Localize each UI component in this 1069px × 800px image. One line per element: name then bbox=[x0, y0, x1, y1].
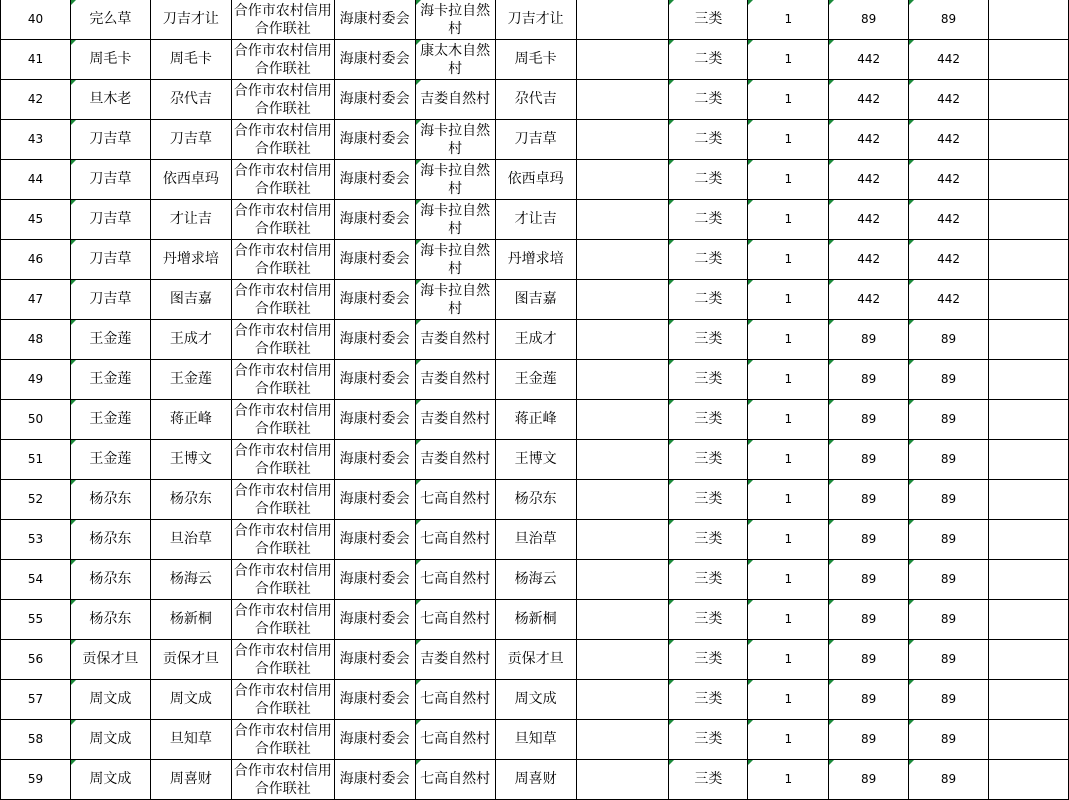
cell-bank-name[interactable]: 合作市农村信用合作联社 bbox=[231, 120, 334, 160]
cell-row-index[interactable]: 57 bbox=[1, 680, 71, 720]
cell-amount-a[interactable]: 442 bbox=[829, 80, 909, 120]
cell-empty[interactable] bbox=[989, 400, 1069, 440]
cell-village-committee[interactable]: 海康村委会 bbox=[334, 360, 415, 400]
cell-member-name[interactable]: 杨尕东 bbox=[150, 480, 231, 520]
cell-amount-a[interactable]: 89 bbox=[829, 520, 909, 560]
cell-empty[interactable] bbox=[989, 720, 1069, 760]
cell-blank-col[interactable] bbox=[576, 160, 669, 200]
cell-account-holder[interactable]: 才让吉 bbox=[495, 200, 576, 240]
cell-empty[interactable] bbox=[989, 600, 1069, 640]
cell-amount-b[interactable]: 89 bbox=[909, 640, 989, 680]
table-row bbox=[1, 640, 1069, 680]
cell-amount-a[interactable]: 89 bbox=[829, 760, 909, 800]
cell-row-index[interactable]: 49 bbox=[1, 360, 71, 400]
cell-amount-a[interactable]: 89 bbox=[829, 440, 909, 480]
cell-row-index[interactable]: 46 bbox=[1, 240, 71, 280]
cell-account-holder[interactable]: 周文成 bbox=[495, 680, 576, 720]
cell-row-index[interactable]: 51 bbox=[1, 440, 71, 480]
cell-village-committee[interactable]: 海康村委会 bbox=[334, 40, 415, 80]
table-row bbox=[1, 600, 1069, 640]
cell-category[interactable]: 二类 bbox=[669, 200, 748, 240]
cell-count[interactable]: 1 bbox=[748, 240, 829, 280]
table-row bbox=[1, 400, 1069, 440]
cell-category[interactable]: 三类 bbox=[669, 680, 748, 720]
cell-amount-b[interactable]: 442 bbox=[909, 240, 989, 280]
cell-amount-a[interactable]: 442 bbox=[829, 280, 909, 320]
cell-member-name[interactable]: 杨海云 bbox=[150, 560, 231, 600]
cell-row-index[interactable]: 42 bbox=[1, 80, 71, 120]
cell-member-name[interactable]: 贡保才旦 bbox=[150, 640, 231, 680]
cell-amount-b[interactable]: 442 bbox=[909, 280, 989, 320]
table-row bbox=[1, 760, 1069, 800]
cell-village-committee[interactable]: 海康村委会 bbox=[334, 400, 415, 440]
cell-empty[interactable] bbox=[989, 40, 1069, 80]
cell-natural-village[interactable]: 七高自然村 bbox=[415, 760, 495, 800]
cell-count[interactable]: 1 bbox=[748, 480, 829, 520]
cell-account-holder[interactable]: 王成才 bbox=[495, 320, 576, 360]
cell-natural-village[interactable]: 海卡拉自然村 bbox=[415, 160, 495, 200]
cell-bank-name[interactable]: 合作市农村信用合作联社 bbox=[231, 480, 334, 520]
cell-household-head[interactable]: 刀吉草 bbox=[70, 240, 150, 280]
cell-category[interactable]: 三类 bbox=[669, 760, 748, 800]
cell-account-holder[interactable]: 依西卓玛 bbox=[495, 160, 576, 200]
cell-member-name[interactable]: 王博文 bbox=[150, 440, 231, 480]
cell-amount-a[interactable]: 442 bbox=[829, 240, 909, 280]
cell-account-holder[interactable]: 杨尕东 bbox=[495, 480, 576, 520]
cell-blank-col[interactable] bbox=[576, 760, 669, 800]
cell-row-index[interactable]: 48 bbox=[1, 320, 71, 360]
cell-account-holder[interactable]: 旦知草 bbox=[495, 720, 576, 760]
cell-row-index[interactable]: 53 bbox=[1, 520, 71, 560]
cell-count[interactable]: 1 bbox=[748, 0, 829, 40]
cell-blank-col[interactable] bbox=[576, 560, 669, 600]
cell-member-name[interactable]: 蒋正峰 bbox=[150, 400, 231, 440]
cell-household-head[interactable]: 旦木老 bbox=[70, 80, 150, 120]
cell-account-holder[interactable]: 图吉嘉 bbox=[495, 280, 576, 320]
cell-blank-col[interactable] bbox=[576, 280, 669, 320]
cell-row-index[interactable]: 44 bbox=[1, 160, 71, 200]
cell-account-holder[interactable]: 刀吉草 bbox=[495, 120, 576, 160]
table-row bbox=[1, 160, 1069, 200]
cell-amount-a[interactable]: 442 bbox=[829, 120, 909, 160]
cell-household-head[interactable]: 杨尕东 bbox=[70, 520, 150, 560]
cell-amount-b[interactable]: 89 bbox=[909, 560, 989, 600]
cell-blank-col[interactable] bbox=[576, 320, 669, 360]
cell-account-holder[interactable]: 周毛卡 bbox=[495, 40, 576, 80]
cell-natural-village[interactable]: 吉娄自然村 bbox=[415, 80, 495, 120]
cell-empty[interactable] bbox=[989, 120, 1069, 160]
cell-household-head[interactable]: 王金莲 bbox=[70, 400, 150, 440]
cell-member-name[interactable]: 尕代吉 bbox=[150, 80, 231, 120]
cell-member-name[interactable]: 依西卓玛 bbox=[150, 160, 231, 200]
cell-member-name[interactable]: 王金莲 bbox=[150, 360, 231, 400]
cell-village-committee[interactable]: 海康村委会 bbox=[334, 0, 415, 40]
cell-village-committee[interactable]: 海康村委会 bbox=[334, 560, 415, 600]
cell-bank-name[interactable]: 合作市农村信用合作联社 bbox=[231, 520, 334, 560]
cell-member-name[interactable]: 周文成 bbox=[150, 680, 231, 720]
cell-amount-b[interactable]: 89 bbox=[909, 0, 989, 40]
cell-account-holder[interactable]: 尕代吉 bbox=[495, 80, 576, 120]
cell-amount-b[interactable]: 89 bbox=[909, 360, 989, 400]
cell-amount-a[interactable]: 89 bbox=[829, 640, 909, 680]
cell-member-name[interactable]: 王成才 bbox=[150, 320, 231, 360]
cell-natural-village[interactable]: 吉娄自然村 bbox=[415, 640, 495, 680]
cell-count[interactable]: 1 bbox=[748, 720, 829, 760]
table-row bbox=[1, 320, 1069, 360]
cell-amount-a[interactable]: 89 bbox=[829, 600, 909, 640]
cell-row-index[interactable]: 54 bbox=[1, 560, 71, 600]
cell-empty[interactable] bbox=[989, 200, 1069, 240]
cell-household-head[interactable]: 杨尕东 bbox=[70, 480, 150, 520]
cell-member-name[interactable]: 图吉嘉 bbox=[150, 280, 231, 320]
table-row bbox=[1, 0, 1069, 40]
cell-amount-b[interactable]: 89 bbox=[909, 320, 989, 360]
cell-category[interactable]: 三类 bbox=[669, 440, 748, 480]
cell-category[interactable]: 三类 bbox=[669, 640, 748, 680]
cell-empty[interactable] bbox=[989, 760, 1069, 800]
cell-account-holder[interactable]: 周喜财 bbox=[495, 760, 576, 800]
cell-empty[interactable] bbox=[989, 440, 1069, 480]
cell-household-head[interactable]: 杨尕东 bbox=[70, 560, 150, 600]
cell-count[interactable]: 1 bbox=[748, 680, 829, 720]
cell-amount-b[interactable]: 89 bbox=[909, 760, 989, 800]
cell-household-head[interactable]: 刀吉草 bbox=[70, 200, 150, 240]
cell-count[interactable]: 1 bbox=[748, 120, 829, 160]
cell-amount-b[interactable]: 89 bbox=[909, 520, 989, 560]
cell-count[interactable]: 1 bbox=[748, 600, 829, 640]
cell-row-index[interactable]: 47 bbox=[1, 280, 71, 320]
cell-household-head[interactable]: 周毛卡 bbox=[70, 40, 150, 80]
cell-count[interactable]: 1 bbox=[748, 400, 829, 440]
cell-empty[interactable] bbox=[989, 80, 1069, 120]
cell-bank-name[interactable]: 合作市农村信用合作联社 bbox=[231, 280, 334, 320]
cell-member-name[interactable]: 杨新桐 bbox=[150, 600, 231, 640]
cell-count[interactable]: 1 bbox=[748, 200, 829, 240]
cell-count[interactable]: 1 bbox=[748, 80, 829, 120]
cell-amount-a[interactable]: 89 bbox=[829, 0, 909, 40]
cell-count[interactable]: 1 bbox=[748, 280, 829, 320]
cell-village-committee[interactable]: 海康村委会 bbox=[334, 520, 415, 560]
cell-bank-name[interactable]: 合作市农村信用合作联社 bbox=[231, 720, 334, 760]
cell-natural-village[interactable]: 七高自然村 bbox=[415, 600, 495, 640]
cell-bank-name[interactable]: 合作市农村信用合作联社 bbox=[231, 560, 334, 600]
cell-natural-village[interactable]: 七高自然村 bbox=[415, 680, 495, 720]
cell-row-index[interactable]: 55 bbox=[1, 600, 71, 640]
table-row bbox=[1, 680, 1069, 720]
cell-count[interactable]: 1 bbox=[748, 640, 829, 680]
cell-amount-a[interactable]: 89 bbox=[829, 560, 909, 600]
cell-empty[interactable] bbox=[989, 160, 1069, 200]
table-row bbox=[1, 240, 1069, 280]
cell-category[interactable]: 三类 bbox=[669, 520, 748, 560]
cell-amount-b[interactable]: 89 bbox=[909, 680, 989, 720]
cell-household-head[interactable]: 贡保才旦 bbox=[70, 640, 150, 680]
cell-count[interactable]: 1 bbox=[748, 760, 829, 800]
cell-row-index[interactable]: 41 bbox=[1, 40, 71, 80]
cell-empty[interactable] bbox=[989, 640, 1069, 680]
cell-empty[interactable] bbox=[989, 320, 1069, 360]
table-row bbox=[1, 520, 1069, 560]
cell-blank-col[interactable] bbox=[576, 400, 669, 440]
cell-count[interactable]: 1 bbox=[748, 560, 829, 600]
cell-bank-name[interactable]: 合作市农村信用合作联社 bbox=[231, 760, 334, 800]
cell-member-name[interactable]: 才让吉 bbox=[150, 200, 231, 240]
cell-bank-name[interactable]: 合作市农村信用合作联社 bbox=[231, 40, 334, 80]
cell-blank-col[interactable] bbox=[576, 520, 669, 560]
cell-natural-village[interactable]: 海卡拉自然村 bbox=[415, 200, 495, 240]
cell-village-committee[interactable]: 海康村委会 bbox=[334, 680, 415, 720]
cell-blank-col[interactable] bbox=[576, 40, 669, 80]
cell-category[interactable]: 三类 bbox=[669, 720, 748, 760]
cell-amount-b[interactable]: 89 bbox=[909, 480, 989, 520]
cell-village-committee[interactable]: 海康村委会 bbox=[334, 240, 415, 280]
cell-count[interactable]: 1 bbox=[748, 320, 829, 360]
cell-household-head[interactable]: 刀吉草 bbox=[70, 160, 150, 200]
table-row bbox=[1, 560, 1069, 600]
cell-bank-name[interactable]: 合作市农村信用合作联社 bbox=[231, 680, 334, 720]
cell-row-index[interactable]: 43 bbox=[1, 120, 71, 160]
cell-member-name[interactable]: 周毛卡 bbox=[150, 40, 231, 80]
cell-empty[interactable] bbox=[989, 240, 1069, 280]
cell-account-holder[interactable]: 旦治草 bbox=[495, 520, 576, 560]
cell-empty[interactable] bbox=[989, 520, 1069, 560]
cell-category[interactable]: 三类 bbox=[669, 480, 748, 520]
cell-category[interactable]: 二类 bbox=[669, 80, 748, 120]
cell-empty[interactable] bbox=[989, 560, 1069, 600]
cell-empty[interactable] bbox=[989, 360, 1069, 400]
cell-natural-village[interactable]: 吉娄自然村 bbox=[415, 400, 495, 440]
cell-natural-village[interactable]: 海卡拉自然村 bbox=[415, 0, 495, 40]
cell-household-head[interactable]: 王金莲 bbox=[70, 440, 150, 480]
cell-natural-village[interactable]: 七高自然村 bbox=[415, 480, 495, 520]
table-row bbox=[1, 280, 1069, 320]
cell-household-head[interactable]: 周文成 bbox=[70, 720, 150, 760]
cell-count[interactable]: 1 bbox=[748, 360, 829, 400]
cell-member-name[interactable]: 旦治草 bbox=[150, 520, 231, 560]
cell-bank-name[interactable]: 合作市农村信用合作联社 bbox=[231, 320, 334, 360]
cell-amount-b[interactable]: 89 bbox=[909, 400, 989, 440]
cell-blank-col[interactable] bbox=[576, 360, 669, 400]
cell-category[interactable]: 二类 bbox=[669, 240, 748, 280]
cell-category[interactable]: 三类 bbox=[669, 320, 748, 360]
cell-village-committee[interactable]: 海康村委会 bbox=[334, 80, 415, 120]
cell-village-committee[interactable]: 海康村委会 bbox=[334, 120, 415, 160]
cell-natural-village[interactable]: 七高自然村 bbox=[415, 520, 495, 560]
cell-row-index[interactable]: 56 bbox=[1, 640, 71, 680]
cell-count[interactable]: 1 bbox=[748, 40, 829, 80]
cell-village-committee[interactable]: 海康村委会 bbox=[334, 160, 415, 200]
table-row bbox=[1, 40, 1069, 80]
cell-village-committee[interactable]: 海康村委会 bbox=[334, 760, 415, 800]
cell-bank-name[interactable]: 合作市农村信用合作联社 bbox=[231, 0, 334, 40]
cell-category[interactable]: 二类 bbox=[669, 120, 748, 160]
cell-household-head[interactable]: 王金莲 bbox=[70, 360, 150, 400]
cell-blank-col[interactable] bbox=[576, 200, 669, 240]
cell-empty[interactable] bbox=[989, 0, 1069, 40]
cell-natural-village[interactable]: 海卡拉自然村 bbox=[415, 240, 495, 280]
table-row bbox=[1, 360, 1069, 400]
cell-blank-col[interactable] bbox=[576, 120, 669, 160]
table-row bbox=[1, 200, 1069, 240]
table-row bbox=[1, 720, 1069, 760]
cell-member-name[interactable]: 旦知草 bbox=[150, 720, 231, 760]
cell-bank-name[interactable]: 合作市农村信用合作联社 bbox=[231, 600, 334, 640]
cell-row-index[interactable]: 59 bbox=[1, 760, 71, 800]
cell-row-index[interactable]: 40 bbox=[1, 0, 71, 40]
table-row bbox=[1, 120, 1069, 160]
cell-empty[interactable] bbox=[989, 680, 1069, 720]
cell-blank-col[interactable] bbox=[576, 240, 669, 280]
cell-village-committee[interactable]: 海康村委会 bbox=[334, 320, 415, 360]
cell-household-head[interactable]: 刀吉草 bbox=[70, 120, 150, 160]
cell-natural-village[interactable]: 海卡拉自然村 bbox=[415, 120, 495, 160]
cell-household-head[interactable]: 周文成 bbox=[70, 760, 150, 800]
cell-amount-b[interactable]: 442 bbox=[909, 40, 989, 80]
table-row bbox=[1, 480, 1069, 520]
cell-account-holder[interactable]: 王金莲 bbox=[495, 360, 576, 400]
cell-member-name[interactable]: 周喜财 bbox=[150, 760, 231, 800]
cell-blank-col[interactable] bbox=[576, 440, 669, 480]
cell-bank-name[interactable]: 合作市农村信用合作联社 bbox=[231, 440, 334, 480]
cell-amount-a[interactable]: 89 bbox=[829, 680, 909, 720]
cell-account-holder[interactable]: 蒋正峰 bbox=[495, 400, 576, 440]
cell-category[interactable]: 二类 bbox=[669, 280, 748, 320]
cell-natural-village[interactable]: 吉娄自然村 bbox=[415, 360, 495, 400]
cell-natural-village[interactable]: 七高自然村 bbox=[415, 720, 495, 760]
cell-category[interactable]: 二类 bbox=[669, 40, 748, 80]
cell-row-index[interactable]: 45 bbox=[1, 200, 71, 240]
cell-member-name[interactable]: 刀吉才让 bbox=[150, 0, 231, 40]
cell-amount-b[interactable]: 442 bbox=[909, 160, 989, 200]
cell-category[interactable]: 三类 bbox=[669, 0, 748, 40]
cell-empty[interactable] bbox=[989, 480, 1069, 520]
cell-empty[interactable] bbox=[989, 280, 1069, 320]
cell-amount-b[interactable]: 442 bbox=[909, 200, 989, 240]
table-row bbox=[1, 440, 1069, 480]
cell-blank-col[interactable] bbox=[576, 640, 669, 680]
cell-natural-village[interactable]: 海卡拉自然村 bbox=[415, 280, 495, 320]
cell-natural-village[interactable]: 康太木自然村 bbox=[415, 40, 495, 80]
cell-blank-col[interactable] bbox=[576, 80, 669, 120]
cell-bank-name[interactable]: 合作市农村信用合作联社 bbox=[231, 360, 334, 400]
cell-village-committee[interactable]: 海康村委会 bbox=[334, 600, 415, 640]
cell-amount-a[interactable]: 442 bbox=[829, 200, 909, 240]
cell-account-holder[interactable]: 贡保才旦 bbox=[495, 640, 576, 680]
table-row bbox=[1, 80, 1069, 120]
cell-row-index[interactable]: 52 bbox=[1, 480, 71, 520]
cell-village-committee[interactable]: 海康村委会 bbox=[334, 480, 415, 520]
cell-account-holder[interactable]: 刀吉才让 bbox=[495, 0, 576, 40]
cell-blank-col[interactable] bbox=[576, 720, 669, 760]
cell-bank-name[interactable]: 合作市农村信用合作联社 bbox=[231, 640, 334, 680]
cell-blank-col[interactable] bbox=[576, 0, 669, 40]
cell-natural-village[interactable]: 吉娄自然村 bbox=[415, 440, 495, 480]
cell-amount-a[interactable]: 442 bbox=[829, 160, 909, 200]
cell-amount-b[interactable]: 89 bbox=[909, 440, 989, 480]
cell-member-name[interactable]: 丹增求培 bbox=[150, 240, 231, 280]
cell-category[interactable]: 三类 bbox=[669, 600, 748, 640]
cell-amount-b[interactable]: 89 bbox=[909, 600, 989, 640]
cell-count[interactable]: 1 bbox=[748, 160, 829, 200]
cell-category[interactable]: 三类 bbox=[669, 360, 748, 400]
cell-account-holder[interactable]: 杨新桐 bbox=[495, 600, 576, 640]
cell-amount-b[interactable]: 89 bbox=[909, 720, 989, 760]
cell-household-head[interactable]: 周文成 bbox=[70, 680, 150, 720]
cell-amount-a[interactable]: 89 bbox=[829, 360, 909, 400]
cell-amount-b[interactable]: 442 bbox=[909, 120, 989, 160]
cell-amount-a[interactable]: 89 bbox=[829, 320, 909, 360]
cell-village-committee[interactable]: 海康村委会 bbox=[334, 720, 415, 760]
cell-row-index[interactable]: 58 bbox=[1, 720, 71, 760]
cell-account-holder[interactable]: 杨海云 bbox=[495, 560, 576, 600]
cell-category[interactable]: 二类 bbox=[669, 160, 748, 200]
cell-blank-col[interactable] bbox=[576, 680, 669, 720]
cell-category[interactable]: 三类 bbox=[669, 560, 748, 600]
cell-count[interactable]: 1 bbox=[748, 440, 829, 480]
cell-household-head[interactable]: 完么草 bbox=[70, 0, 150, 40]
cell-account-holder[interactable]: 丹增求培 bbox=[495, 240, 576, 280]
cell-blank-col[interactable] bbox=[576, 600, 669, 640]
cell-account-holder[interactable]: 王博文 bbox=[495, 440, 576, 480]
cell-bank-name[interactable]: 合作市农村信用合作联社 bbox=[231, 400, 334, 440]
cell-member-name[interactable]: 刀吉草 bbox=[150, 120, 231, 160]
cell-amount-a[interactable]: 442 bbox=[829, 40, 909, 80]
cell-amount-a[interactable]: 89 bbox=[829, 720, 909, 760]
cell-count[interactable]: 1 bbox=[748, 520, 829, 560]
cell-household-head[interactable]: 王金莲 bbox=[70, 320, 150, 360]
cell-bank-name[interactable]: 合作市农村信用合作联社 bbox=[231, 160, 334, 200]
cell-bank-name[interactable]: 合作市农村信用合作联社 bbox=[231, 80, 334, 120]
cell-village-committee[interactable]: 海康村委会 bbox=[334, 640, 415, 680]
cell-blank-col[interactable] bbox=[576, 480, 669, 520]
cell-village-committee[interactable]: 海康村委会 bbox=[334, 200, 415, 240]
cell-natural-village[interactable]: 吉娄自然村 bbox=[415, 320, 495, 360]
cell-bank-name[interactable]: 合作市农村信用合作联社 bbox=[231, 240, 334, 280]
cell-village-committee[interactable]: 海康村委会 bbox=[334, 280, 415, 320]
cell-natural-village[interactable]: 七高自然村 bbox=[415, 560, 495, 600]
cell-row-index[interactable]: 50 bbox=[1, 400, 71, 440]
cell-amount-a[interactable]: 89 bbox=[829, 400, 909, 440]
cell-bank-name[interactable]: 合作市农村信用合作联社 bbox=[231, 200, 334, 240]
cell-household-head[interactable]: 刀吉草 bbox=[70, 280, 150, 320]
cell-household-head[interactable]: 杨尕东 bbox=[70, 600, 150, 640]
cell-category[interactable]: 三类 bbox=[669, 400, 748, 440]
cell-amount-b[interactable]: 442 bbox=[909, 80, 989, 120]
cell-village-committee[interactable]: 海康村委会 bbox=[334, 440, 415, 480]
cell-amount-a[interactable]: 89 bbox=[829, 480, 909, 520]
